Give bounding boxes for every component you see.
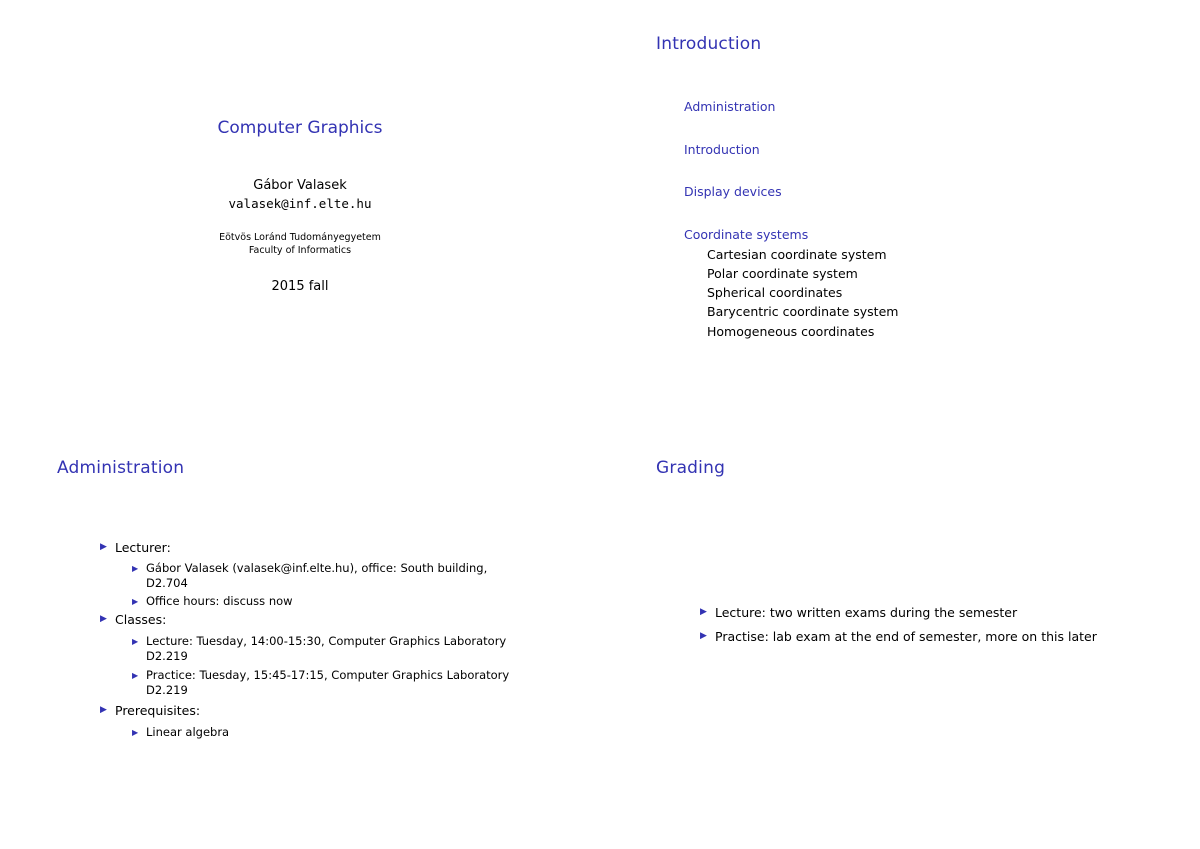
institution-name: Eötvös Loránd Tudományegyetem — [219, 232, 381, 243]
faculty-name: Faculty of Informatics — [248, 245, 352, 256]
practice-room: D2.219 — [146, 683, 188, 697]
slide-administration — [0, 424, 600, 848]
triangle-bullet-icon: ▶ — [100, 542, 107, 552]
triangle-bullet-icon: ▶ — [132, 564, 139, 573]
sublist-item-practice: ▶ Practice: Tuesday, 15:45-17:15, Computer Graphics Laboratory — [132, 668, 510, 682]
triangle-bullet-icon: ▶ — [700, 631, 707, 641]
list-item-prerequisites: ▶ Prerequisites: — [100, 703, 201, 718]
list-item-classes: ▶ Classes: — [100, 612, 167, 627]
toc-item-coordinate-systems[interactable]: Coordinate systems — [684, 227, 809, 242]
toc-subitem-polar[interactable]: Polar coordinate system — [707, 266, 858, 281]
toc-item-administration[interactable]: Administration — [684, 99, 776, 114]
sublist-item-lecturer-detail: ▶ Gábor Valasek (valasek@inf.elte.hu), office: South building, — [132, 561, 488, 575]
slide-heading: Introduction — [656, 34, 762, 54]
lecture-room: D2.219 — [146, 649, 188, 663]
author-email: valasek@inf.elte.hu — [228, 196, 372, 211]
author-name: Gábor Valasek — [253, 178, 347, 193]
sublist-item-linear-algebra: ▶ Linear algebra — [132, 725, 230, 739]
slide-heading: Grading — [656, 458, 726, 478]
triangle-bullet-icon: ▶ — [100, 705, 107, 715]
slide-title — [0, 0, 600, 424]
presentation-date: 2015 fall — [271, 279, 329, 294]
toc-subitem-homogeneous[interactable]: Homogeneous coordinates — [707, 324, 875, 339]
slide-heading: Administration — [57, 458, 185, 478]
list-item-practise-grading: ▶ Practise: lab exam at the end of semester, more on this later — [700, 629, 1097, 644]
toc-subitem-spherical[interactable]: Spherical coordinates — [707, 285, 843, 300]
slide-grading — [600, 424, 1200, 848]
list-item-lecture-grading: ▶ Lecture: two written exams during the semester — [700, 605, 1018, 620]
triangle-bullet-icon: ▶ — [132, 671, 139, 680]
toc-subitem-cartesian[interactable]: Cartesian coordinate system — [707, 247, 887, 262]
triangle-bullet-icon: ▶ — [100, 614, 107, 624]
toc-subitem-barycentric[interactable]: Barycentric coordinate system — [707, 304, 899, 319]
list-item-lecturer: ▶ Lecturer: — [100, 540, 171, 555]
toc-item-introduction[interactable]: Introduction — [684, 142, 760, 157]
slide-introduction — [600, 0, 1200, 424]
sublist-item-lecture: ▶ Lecture: Tuesday, 14:00-15:30, Computer Graphics Laboratory — [132, 634, 507, 648]
triangle-bullet-icon: ▶ — [700, 607, 707, 617]
lecturer-office-room: D2.704 — [146, 576, 188, 590]
triangle-bullet-icon: ▶ — [132, 728, 139, 737]
sublist-item-office-hours: ▶ Office hours: discuss now — [132, 594, 293, 608]
toc-item-display-devices[interactable]: Display devices — [684, 184, 782, 199]
triangle-bullet-icon: ▶ — [132, 597, 139, 606]
triangle-bullet-icon: ▶ — [132, 637, 139, 646]
presentation-title: Computer Graphics — [217, 118, 383, 138]
